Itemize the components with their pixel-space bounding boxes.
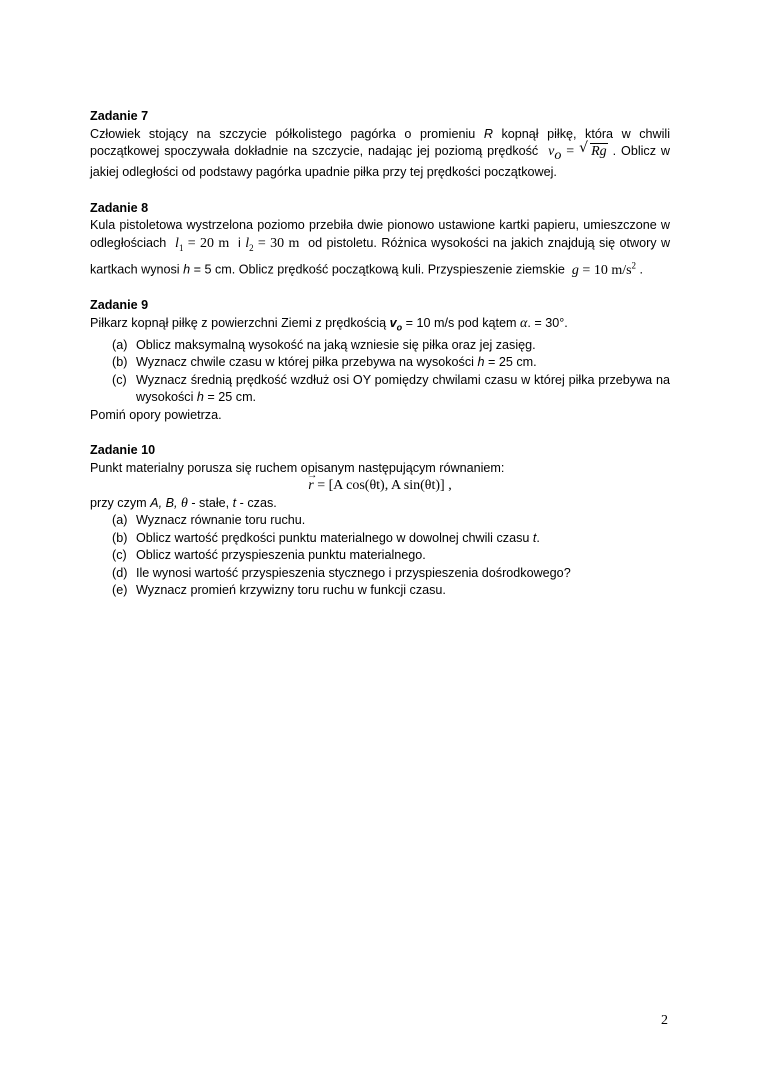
item-label: (c) — [112, 548, 127, 563]
text-segment: i — [238, 235, 241, 250]
list-item — [90, 512, 670, 530]
variable: A, B, — [150, 495, 178, 510]
item-label: (a) — [112, 513, 128, 528]
task-text: Punkt materialny porusza się ruchem opisanym następującym równaniem: — [90, 460, 505, 475]
item-text: . — [536, 530, 540, 545]
document-page — [90, 108, 670, 618]
list-item — [90, 565, 670, 583]
text-segment: - stałe, — [191, 495, 230, 510]
formula-var: l — [245, 235, 250, 251]
item-label: (d) — [112, 565, 128, 580]
formula-var: v — [548, 144, 555, 159]
subtask-list — [90, 512, 670, 600]
variable: v — [389, 315, 397, 330]
formula-sub: o — [554, 147, 562, 163]
task-text — [90, 126, 670, 182]
text-segment: przy czym — [90, 495, 147, 510]
text-segment: . — [636, 262, 644, 277]
item-text: = 25 cm. — [203, 390, 257, 405]
formula-exp: 2 — [631, 260, 637, 271]
formula-velocity — [543, 140, 607, 163]
item-text: Wyznacz chwile czasu w której piłka przebywa na wysokości — [136, 355, 474, 370]
task-title: Zadanie 10 — [90, 443, 156, 458]
variable-alpha: α — [520, 315, 528, 331]
equation — [90, 477, 670, 495]
text-segment: - czas. — [239, 495, 277, 510]
page-number: 2 — [661, 1013, 668, 1028]
formula-var: g — [571, 262, 579, 278]
item-label: (e) — [112, 583, 128, 598]
task-footer: Pomiń opory powietrza. — [90, 407, 222, 422]
formula-g — [568, 260, 637, 278]
sqrt-symbol: √ Rg — [579, 140, 607, 159]
text-segment: = 5 cm. Oblicz prędkość początkową kuli. Przyspieszenie ziemskie — [190, 262, 565, 277]
task-8 — [90, 200, 670, 279]
text-segment: . = 30°. — [527, 315, 568, 330]
item-text: = 25 cm. — [484, 355, 537, 370]
list-item — [90, 337, 670, 355]
text-segment: Kula pistoletowa wystrzelona poziomo przebiła dwie pionowo ustawione kartki papieru, umieszczone w odległościach — [90, 218, 670, 250]
item-text: Oblicz wartość prędkości punktu materialnego w dowolnej chwili czasu — [136, 530, 530, 545]
item-text: Ile wynosi wartość przyspieszenia stycznego i przyspieszenia dośrodkowego? — [136, 565, 571, 580]
item-text: Wyznacz średnią prędkość wzdłuż osi OY pomiędzy chwilami czasu w której piłka przebywa na wysokości — [136, 372, 670, 405]
item-label: (c) — [112, 372, 127, 387]
variable-sub: o — [396, 322, 403, 333]
formula-value: = 10 m/s — [578, 262, 632, 278]
variable: h — [183, 262, 191, 277]
item-label: (b) — [112, 355, 128, 370]
variable: t — [232, 495, 237, 510]
task-title: Zadanie 7 — [90, 109, 149, 123]
text-segment: = 10 m/s pod kątem — [402, 315, 517, 330]
equation-body: = [A cos(θt), A sin(θt)] , — [313, 478, 452, 494]
formula-eq: = — [566, 144, 580, 159]
item-text: Oblicz wartość przyspieszenia punktu materialnego. — [136, 548, 426, 563]
list-item — [90, 530, 670, 548]
task-10 — [90, 442, 670, 600]
item-label: (b) — [112, 530, 128, 545]
text-segment: . Oblicz w jakiej odległości od podstawy pagórka upadnie piłka przy tej prędkości początkowej. — [90, 144, 671, 180]
sqrt-content: Rg — [591, 144, 607, 159]
task-text — [90, 315, 670, 337]
formula-var: l — [175, 235, 179, 251]
variable: h — [477, 355, 485, 370]
list-item — [90, 582, 670, 600]
formula-l2 — [245, 236, 299, 251]
list-item — [90, 354, 670, 372]
text-segment: od pistoletu. Różnica wysokości na jakich znajdują się otwory w kartkach wynosi — [90, 235, 671, 277]
text-segment: Piłkarz kopnął piłkę z powierzchni Ziemi z prędkością — [90, 315, 387, 330]
variable: R — [483, 126, 493, 141]
variable: h — [196, 390, 204, 405]
item-text: Wyznacz promień krzywizny toru ruchu w funkcji czasu. — [136, 583, 446, 598]
variable-theta: θ — [180, 495, 188, 511]
task-7 — [90, 108, 670, 182]
formula-sub: 2 — [249, 242, 254, 253]
item-text: Oblicz maksymalną wysokość na jaką wzniesie się piłka oraz jej zasięg. — [136, 337, 536, 352]
formula-sub: 1 — [178, 242, 184, 253]
constants-line — [90, 495, 670, 513]
formula-l1 — [171, 236, 230, 251]
task-title: Zadanie 8 — [90, 200, 149, 215]
list-item — [90, 372, 670, 407]
task-text — [90, 217, 670, 279]
text-segment: Człowiek stojący na szczycie półkolistego pagórka o promieniu — [90, 126, 476, 141]
item-text: Wyznacz równanie toru ruchu. — [136, 513, 306, 528]
subtask-list — [90, 337, 670, 407]
list-item — [90, 547, 670, 565]
variable: t — [532, 530, 537, 545]
task-title: Zadanie 9 — [90, 298, 149, 313]
formula-value: = 20 m — [183, 235, 230, 251]
task-9 — [90, 297, 670, 424]
vector-r: → r — [308, 477, 313, 495]
formula-value: = 30 m — [253, 235, 300, 251]
text-segment: kopnął piłkę, która w chwili początkowej spoczywała dokładnie na szczycie, nadając jej poziomą prędkość — [90, 126, 671, 158]
item-label: (a) — [112, 337, 128, 352]
